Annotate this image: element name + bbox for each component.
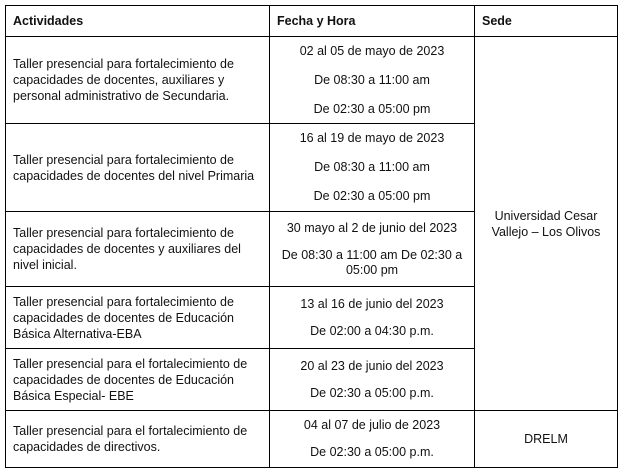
activity-cell: Taller presencial para el fortalecimiento de capacidades de docentes de Educación Básica Especial- EBE — [6, 349, 270, 411]
header-actividades: Actividades — [6, 6, 270, 37]
time-slot: De 08:30 a 11:00 am De 02:30 a 05:00 pm — [281, 247, 463, 277]
header-sede: Sede — [475, 6, 618, 37]
activity-cell: Taller presencial para fortalecimiento de capacidades de docentes de Educación Básica Alternativa-EBA — [6, 287, 270, 349]
table-header-row — [6, 6, 618, 37]
date-range: 20 al 23 de junio del 2023 — [300, 358, 444, 373]
date-time-cell — [270, 124, 475, 212]
date-time-cell — [270, 37, 475, 124]
date-time-cell — [270, 349, 475, 411]
time-slot: De 02:30 a 05:00 pm — [313, 101, 431, 116]
activity-cell: Taller presencial para el fortalecimiento de capacidades de directivos. — [6, 411, 270, 468]
sede-cell: Universidad Cesar Vallejo – Los Olivos — [475, 37, 618, 411]
schedule-table — [5, 5, 618, 468]
date-time-cell — [270, 287, 475, 349]
table-row — [6, 411, 618, 468]
schedule-container — [5, 5, 618, 468]
activity-cell: Taller presencial para fortalecimiento de capacidades de docentes del nivel Primaria — [6, 124, 270, 212]
date-range: 13 al 16 de junio del 2023 — [300, 296, 444, 311]
sede-cell: DRELM — [475, 411, 618, 468]
time-slot: De 08:30 a 11:00 am — [314, 72, 430, 87]
header-fecha-hora: Fecha y Hora — [270, 6, 475, 37]
activity-cell: Taller presencial para fortalecimiento de capacidades de docentes, auxiliares y personal administrativo de Secundaria. — [6, 37, 270, 124]
date-time-cell — [270, 411, 475, 468]
date-range: 30 mayo al 2 de junio del 2023 — [286, 220, 458, 235]
time-slot: De 02:00 a 04:30 p.m. — [310, 323, 434, 338]
date-range: 02 al 05 de mayo de 2023 — [299, 43, 445, 58]
table-row — [6, 37, 618, 124]
time-slot: De 08:30 a 11:00 am — [314, 160, 430, 174]
time-slot: De 02:30 a 05:00 p.m. — [310, 445, 434, 459]
time-slot: De 02:30 a 05:00 pm — [313, 189, 431, 203]
date-time-cell — [270, 212, 475, 287]
time-slot: De 02:30 a 05:00 p.m. — [310, 385, 434, 400]
activity-cell: Taller presencial para fortalecimiento de capacidades de docentes y auxiliares del nivel inicial. — [6, 212, 270, 287]
date-range: 04 al 07 de julio de 2023 — [303, 418, 441, 432]
date-range: 16 al 19 de mayo de 2023 — [299, 131, 445, 145]
